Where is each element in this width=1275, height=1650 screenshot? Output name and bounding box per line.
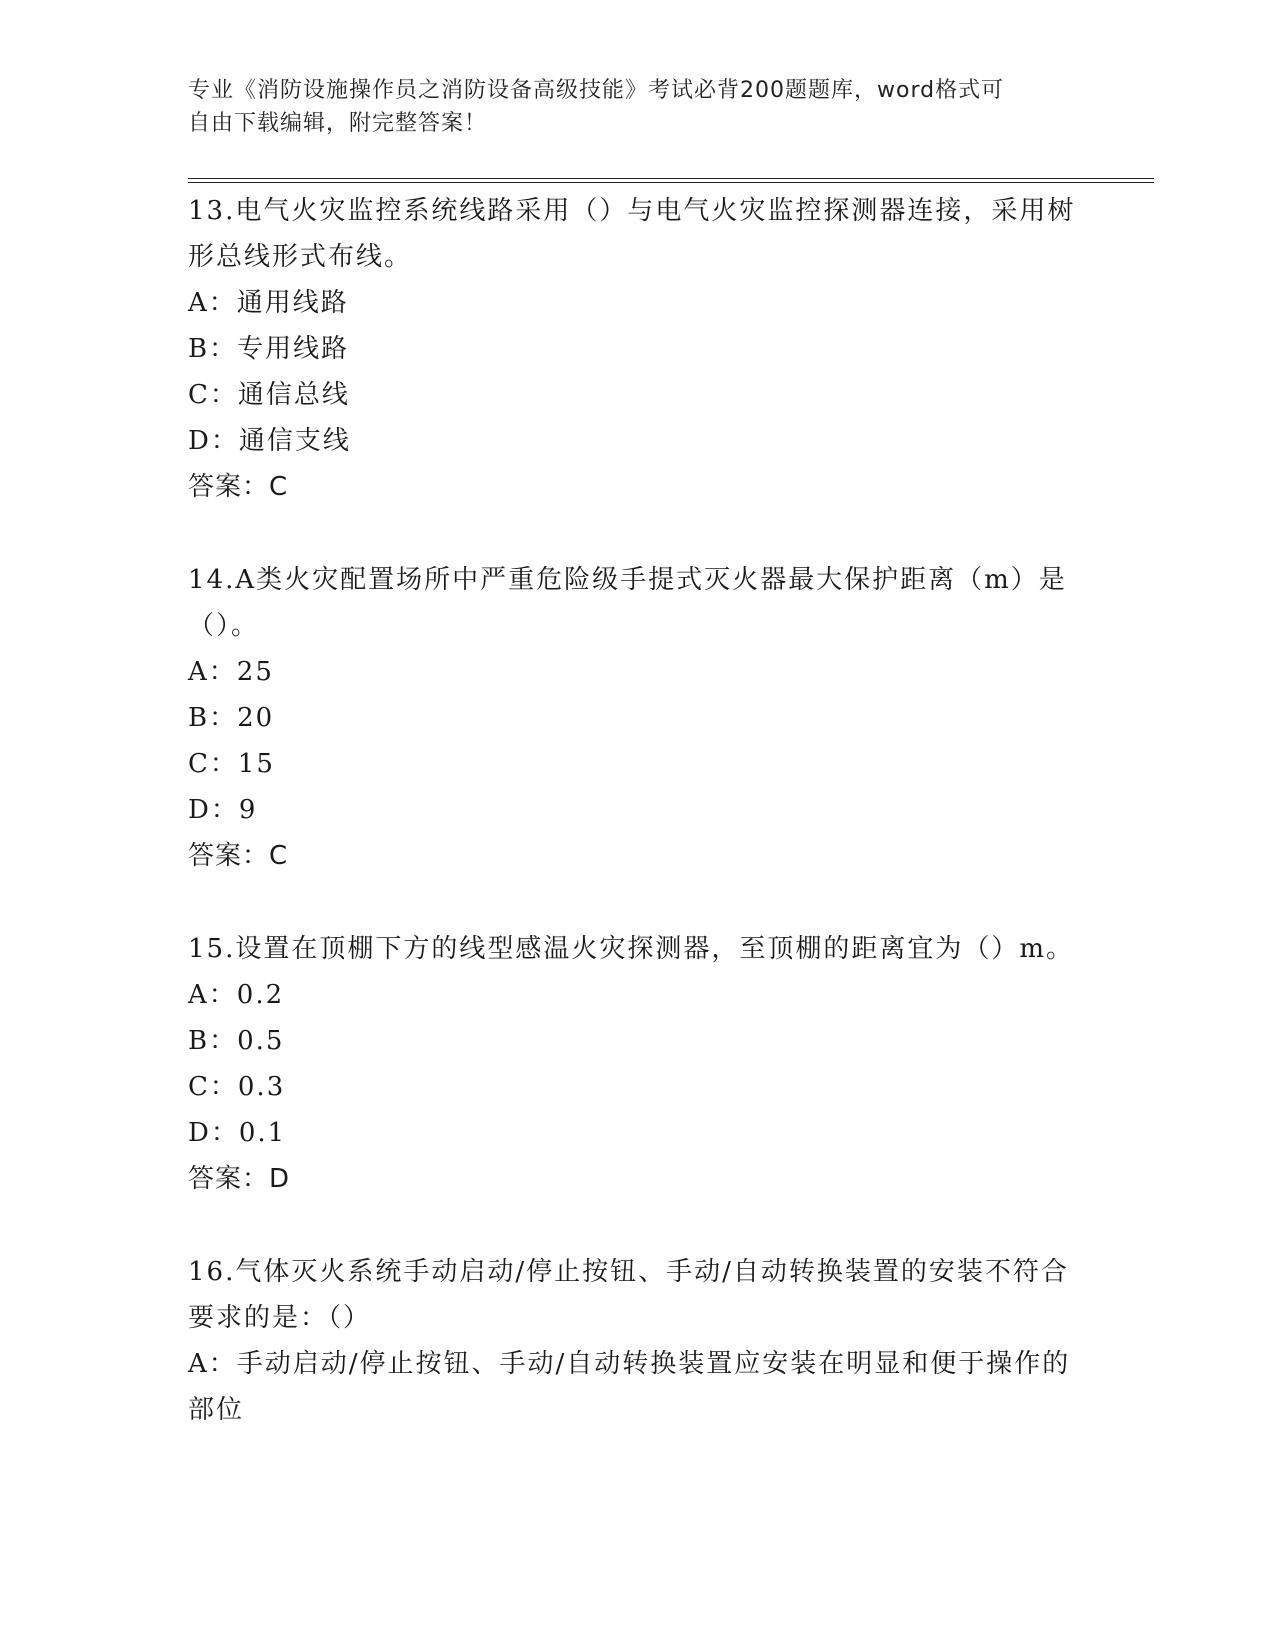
option-b: B：0.5	[188, 1026, 285, 1056]
question-15	[188, 926, 1088, 1202]
option-d: D：9	[188, 795, 258, 825]
answer-line: 答案：C	[188, 841, 289, 871]
option-b: B：专用线路	[188, 334, 350, 364]
option-d: D：通信支线	[188, 426, 351, 456]
question-14	[188, 557, 1088, 879]
header-line-2: 自由下载编辑，附完整答案！	[188, 111, 488, 136]
option-c: C：0.3	[188, 1072, 286, 1102]
question-text: 15.设置在顶棚下方的线型感温火灾探测器，至顶棚的距离宜为（）m。	[188, 934, 1075, 964]
question-13	[188, 188, 1088, 510]
option-a: A：通用线路	[188, 288, 349, 318]
option-a: A：0.2	[188, 980, 285, 1010]
question-list	[188, 188, 1088, 1480]
question-text: 14.A类火灾配置场所中严重危险级手提式灭火器最大保护距离（m）是（）。	[188, 565, 1067, 641]
answer-line: 答案：D	[188, 1164, 291, 1194]
option-a: A：手动启动/停止按钮、手动/自动转换装置应安装在明显和便于操作的部位	[188, 1349, 1071, 1425]
document-header	[188, 74, 1068, 140]
option-b: B：20	[188, 703, 275, 733]
header-divider-top	[188, 178, 1154, 179]
answer-line: 答案：C	[188, 472, 289, 502]
option-a: A：25	[188, 657, 274, 687]
option-c: C：15	[188, 749, 275, 779]
header-line-1: 专业《消防设施操作员之消防设备高级技能》考试必背200题题库，word格式可	[188, 78, 1005, 103]
question-text: 13.电气火灾监控系统线路采用（）与电气火灾监控探测器连接，采用树形总线形式布线。	[188, 196, 1076, 272]
question-16	[188, 1249, 1088, 1433]
option-d: D：0.1	[188, 1118, 287, 1148]
header-divider-bottom	[188, 182, 1154, 183]
question-text: 16.气体灭火系统手动启动/停止按钮、手动/自动转换装置的安装不符合要求的是：（）	[188, 1257, 1069, 1333]
option-c: C：通信总线	[188, 380, 350, 410]
